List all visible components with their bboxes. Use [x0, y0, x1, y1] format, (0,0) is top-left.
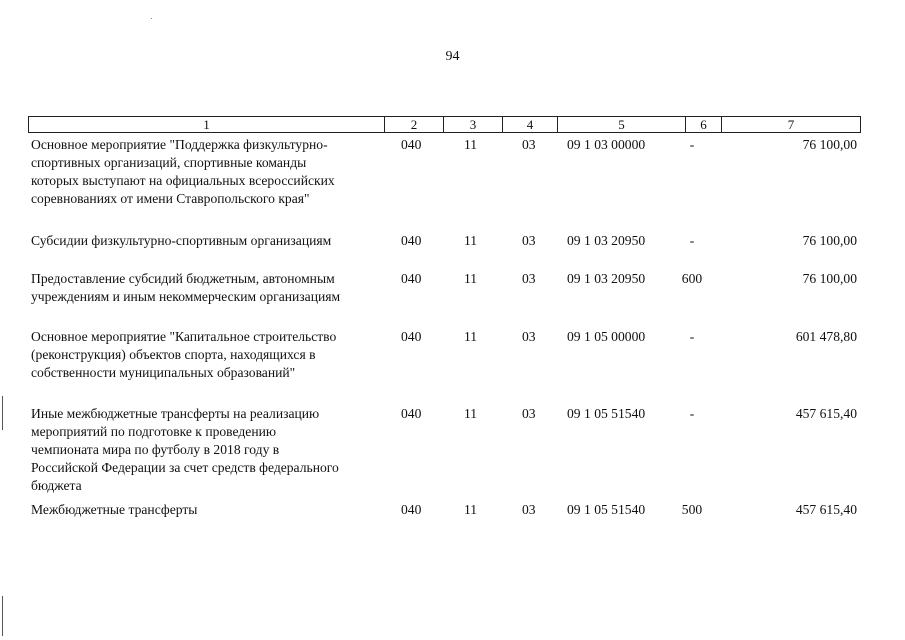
row-section-code: 11: [464, 502, 478, 517]
row-subsection-code: 03: [522, 271, 536, 286]
row-section-code: 11: [464, 406, 478, 421]
row-ministry-code: 040: [401, 329, 422, 344]
scan-edge-mark: [2, 596, 3, 636]
row-name-line: Межбюджетные трансферты: [31, 502, 198, 517]
scan-edge-mark: [2, 396, 3, 430]
row-target-code: 09 1 05 51540: [567, 406, 646, 421]
header-col-3: 3: [443, 117, 502, 132]
row-name-line: мероприятий по подготовке к проведению: [31, 424, 277, 439]
row-ministry-code: 040: [401, 233, 422, 248]
row-name-line: чемпионата мира по футболу в 2018 году в: [31, 442, 280, 457]
row-section-code: 11: [464, 233, 478, 248]
header-col-6: 6: [685, 117, 721, 132]
row-name-line: Российской Федерации за счет средств федерального: [31, 460, 339, 475]
row-name: [31, 136, 376, 208]
row-ministry-code: 040: [401, 502, 422, 517]
row-name-line: бюджета: [31, 478, 82, 493]
row-subsection-code: 03: [522, 406, 536, 421]
row-ministry-code: 040: [401, 406, 422, 421]
row-name-line: Предоставление субсидий бюджетным, автономным: [31, 271, 335, 286]
row-section-code: 11: [464, 329, 478, 344]
row-name-line: соревнованиях от имени Ставропольского края": [31, 191, 310, 206]
row-amount: 601 478,80: [795, 329, 857, 344]
row-name-line: спортивных организаций, спортивные команды: [31, 155, 307, 170]
row-name-line: (реконструкция) объектов спорта, находящихся в: [31, 347, 316, 362]
row-name: [31, 328, 376, 382]
row-name-line: учреждениям и иным некоммерческим организациям: [31, 289, 341, 304]
row-expense-type: 600: [681, 271, 703, 286]
row-subsection-code: 03: [522, 137, 536, 152]
row-name-line: Основное мероприятие "Поддержка физкультурно-: [31, 137, 328, 152]
header-col-2: 2: [384, 117, 443, 132]
header-col-1: 1: [203, 117, 210, 132]
row-name: [31, 270, 376, 306]
row-name: [31, 501, 376, 519]
scan-speck: [151, 18, 152, 19]
row-expense-type: -: [689, 406, 695, 421]
row-subsection-code: 03: [522, 329, 536, 344]
header-col-7: 7: [721, 117, 860, 132]
row-name-line: которых выступают на официальных всероссийских: [31, 173, 335, 188]
row-target-code: 09 1 03 20950: [567, 233, 646, 248]
row-name: [31, 232, 376, 250]
row-amount: 76 100,00: [802, 233, 857, 248]
row-target-code: 09 1 03 00000: [567, 137, 646, 152]
row-expense-type: 500: [681, 502, 703, 517]
page-number: 94: [445, 49, 460, 64]
row-ministry-code: 040: [401, 137, 422, 152]
row-amount: 76 100,00: [802, 137, 857, 152]
row-ministry-code: 040: [401, 271, 422, 286]
row-name-line: Субсидии физкультурно-спортивным организациям: [31, 233, 332, 248]
row-subsection-code: 03: [522, 502, 536, 517]
header-col-4: 4: [502, 117, 557, 132]
row-amount: 457 615,40: [795, 502, 857, 517]
row-section-code: 11: [464, 271, 478, 286]
row-expense-type: -: [689, 329, 695, 344]
row-name-line: собственности муниципальных образований": [31, 365, 296, 380]
row-target-code: 09 1 05 51540: [567, 502, 646, 517]
row-subsection-code: 03: [522, 233, 536, 248]
row-expense-type: -: [689, 137, 695, 152]
row-amount: 457 615,40: [795, 406, 857, 421]
row-amount: 76 100,00: [802, 271, 857, 286]
row-name: [31, 405, 376, 495]
row-expense-type: -: [689, 233, 695, 248]
row-section-code: 11: [464, 137, 478, 152]
header-col-5: 5: [557, 117, 685, 132]
row-target-code: 09 1 05 00000: [567, 329, 646, 344]
row-target-code: 09 1 03 20950: [567, 271, 646, 286]
row-name-line: Основное мероприятие "Капитальное строительство: [31, 329, 337, 344]
row-name-line: Иные межбюджетные трансферты на реализацию: [31, 406, 320, 421]
table-header-row: [28, 116, 861, 133]
